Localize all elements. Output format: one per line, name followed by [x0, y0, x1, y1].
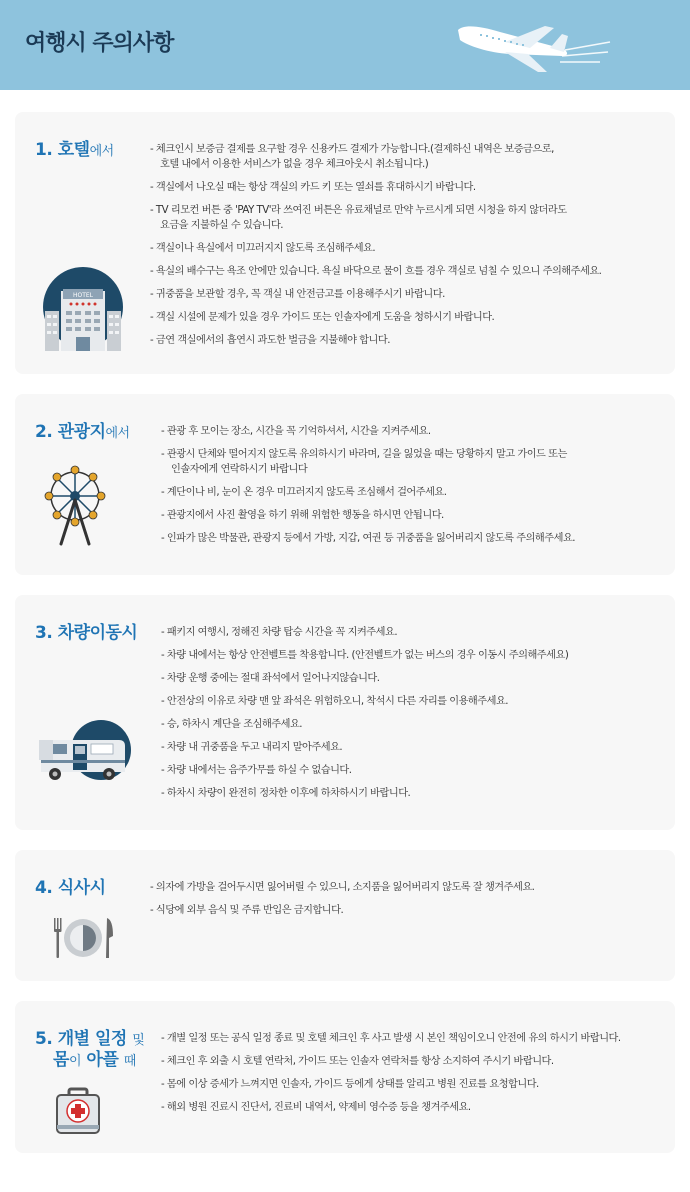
list-item: - TV 리모컨 버튼 중 'PAY TV'라 쓰여진 버튼은 유료채널로 만약 누르시게 되면 시청을 하지 않더라도 요금을 지불하실 수 있습니다.: [150, 203, 601, 233]
list-item: - 패키지 여행시, 정해진 차량 탑승 시간을 꼭 지켜주세요.: [161, 625, 568, 640]
list-item: - 관광시 단체와 떨어지지 않도록 유의하시기 바라며, 길을 잃었을 때는 당황하지 말고 가이드 또는 인솔자에게 연락하시기 바랍니다: [161, 447, 575, 477]
page-header: [0, 0, 690, 90]
hotel-icon: [43, 267, 123, 351]
section-items: [150, 142, 601, 356]
list-item: - 귀중품을 보관할 경우, 꼭 객실 내 안전금고를 이용해주시기 바랍니다.: [150, 287, 601, 302]
section-personal: [15, 1001, 675, 1153]
section-title: 1. 호텔에서: [35, 140, 114, 160]
list-item: - 관광지에서 사진 촬영을 하기 위해 위험한 행동을 하시면 안됩니다.: [161, 508, 575, 523]
list-item: - 객실에서 나오실 때는 항상 객실의 카드 키 또는 열쇠를 휴대하시기 바랍니다.: [150, 180, 601, 195]
list-item: - 차량 내에서는 항상 안전벨트를 착용합니다. (안전벨트가 없는 버스의 경우 이동시 주의해주세요): [161, 648, 568, 663]
section-hotel: [15, 112, 675, 374]
dining-icon: [51, 916, 115, 960]
list-item: - 안전상의 이유로 차량 맨 앞 좌석은 위험하오니, 착석시 다른 자리를 이용해주세요.: [161, 694, 568, 709]
ferris-wheel-icon: [43, 456, 107, 550]
airplane-icon: [450, 12, 620, 82]
list-item: - 금연 객실에서의 흡연시 과도한 벌금을 지불해야 합니다.: [150, 333, 601, 348]
list-item: - 승, 하차시 계단을 조심해주세요.: [161, 717, 568, 732]
section-title: 3. 차량이동시: [35, 623, 138, 643]
list-item: - 인파가 많은 박물관, 관광지 등에서 가방, 지갑, 여권 등 귀중품을 잃어버리지 않도록 주의해주세요.: [161, 531, 575, 546]
section-dining: [15, 850, 675, 981]
list-item: - 객실이나 욕실에서 미끄러지지 않도록 조심해주세요.: [150, 241, 601, 256]
list-item: - 욕실의 배수구는 욕조 안에만 있습니다. 욕실 바닥으로 물이 흐를 경우 객실로 넘칠 수 있으니 주의해주세요.: [150, 264, 601, 279]
bus-icon: [37, 720, 133, 784]
list-item: - 관광 후 모이는 장소, 시간을 꼭 기억하셔서, 시간을 지켜주세요.: [161, 424, 575, 439]
list-item: - 차량 운행 중에는 절대 좌석에서 일어나지않습니다.: [161, 671, 568, 686]
list-item: - 하차시 차량이 완전히 정차한 이후에 하차하시기 바랍니다.: [161, 786, 568, 801]
section-tourist: [15, 394, 675, 575]
list-item: - 의자에 가방을 걸어두시면 잃어버릴 수 있으니, 소지품을 잃어버리지 않도록 잘 챙겨주세요.: [150, 880, 534, 895]
section-title: 5. 개별 일정 및: [35, 1029, 145, 1049]
page-title: 여행시 주의사항: [25, 31, 174, 56]
list-item: - 개별 일정 또는 공식 일정 종료 및 호텔 체크인 후 사고 발생 시 본인 책임이오니 안전에 유의 하시기 바랍니다.: [161, 1031, 621, 1046]
section-items: [161, 625, 568, 809]
svg-text:HOTEL: HOTEL: [72, 292, 94, 299]
list-item: - 차량 내 귀중품을 두고 내리지 말아주세요.: [161, 740, 568, 755]
list-item: - 식당에 외부 음식 및 주류 반입은 금지합니다.: [150, 903, 534, 918]
section-title: 2. 관광지에서: [35, 422, 130, 442]
list-item: - 몸에 이상 증세가 느껴지면 인솔자, 가이드 등에게 상태를 알리고 병원 진료를 요청합니다.: [161, 1077, 621, 1092]
list-item: - 객실 시설에 문제가 있을 경우 가이드 또는 인솔자에게 도움을 청하시기 바랍니다.: [150, 310, 601, 325]
list-item: - 계단이나 비, 눈이 온 경우 미끄러지지 않도록 조심해서 걸어주세요.: [161, 485, 575, 500]
section-items: [161, 1031, 621, 1123]
section-title: 4. 식사시: [35, 878, 106, 898]
section-items: [150, 880, 534, 926]
list-item: - 체크인 후 외출 시 호텔 연락처, 가이드 또는 인솔자 연락처를 항상 소지하여 주시기 바랍니다.: [161, 1054, 621, 1069]
list-item: - 해외 병원 진료시 진단서, 진료비 내역서, 약제비 영수증 등을 챙겨주세요.: [161, 1100, 621, 1115]
first-aid-kit-icon: [55, 1087, 101, 1135]
list-item: - 차량 내에서는 음주가무를 하실 수 없습니다.: [161, 763, 568, 778]
section-title-line2: 몸이 아플 때: [53, 1050, 136, 1070]
section-vehicle: [15, 595, 675, 830]
list-item: - 체크인시 보증금 결제를 요구할 경우 신용카드 결제가 가능합니다.(결제하신 내역은 보증금으로, 호텔 내에서 이용한 서비스가 없을 경우 체크아웃시 취소됩니다.): [150, 142, 601, 172]
section-items: [161, 424, 575, 554]
